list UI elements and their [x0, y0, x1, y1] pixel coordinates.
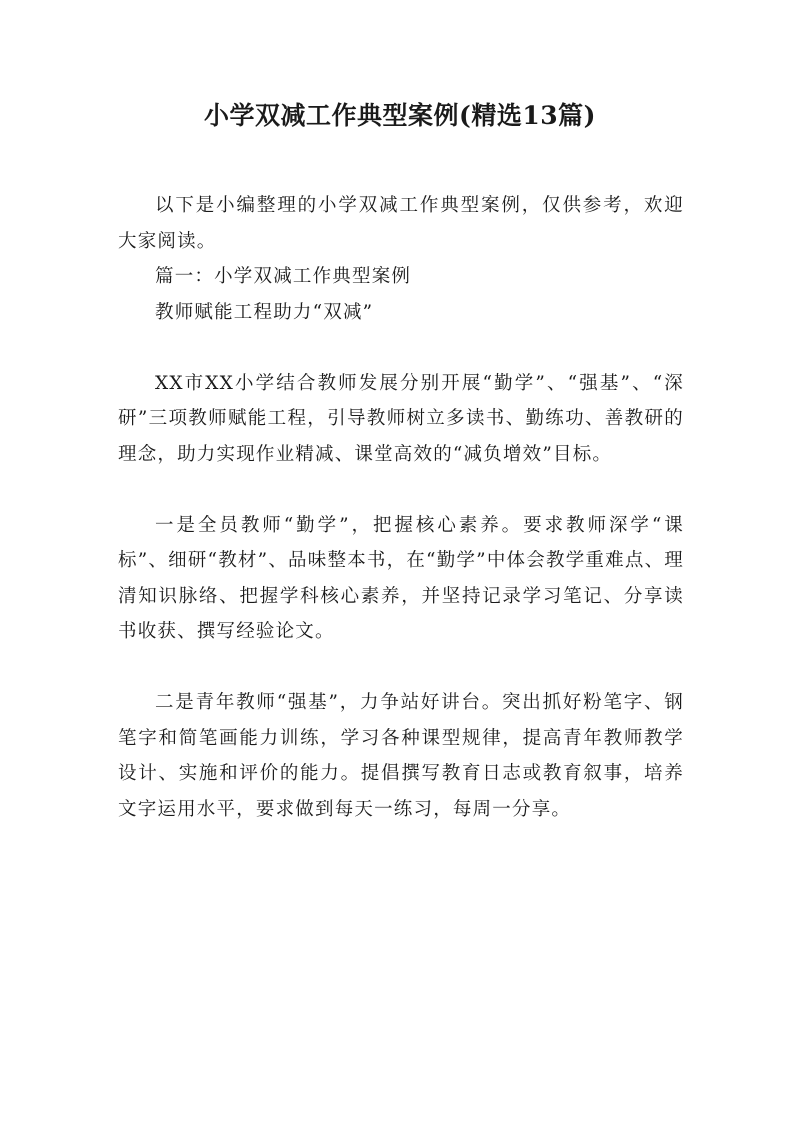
intro-paragraph: 以下是小编整理的小学双减工作典型案例，仅供参考，欢迎大家阅读。 [118, 195, 684, 252]
body-paragraph: 二是青年教师“强基”，力争站好讲台。突出抓好粉笔字、钢笔字和简笔画能力训练，学习各种课型规律，提高青年教师教学设计、实施和评价的能力。提倡撰写教育日志或教育叙事，培养文字运用水平，要求做到每天一练习，每周一分享。 [118, 692, 684, 820]
section-subheading: 教师赋能工程助力“双减” [155, 301, 374, 323]
body-paragraph: 一是全员教师“勤学”，把握核心素养。要求教师深学“课标”、细研“教材”、品味整本书，在“勤学”中体会教学重难点、理清知识脉络、把握学科核心素养，并坚持记录学习笔记、分享读书收获、撰写经验论文。 [118, 514, 684, 642]
document-title: 小学双减工作典型案例(精选13篇) [204, 101, 596, 130]
section-heading: 篇一：小学双减工作典型案例 [155, 266, 412, 287]
body-paragraph: XX市XX小学结合教师发展分别开展“勤学”、“强基”、“深研”三项教师赋能工程，引导教师树立多读书、勤练功、善教研的理念，助力实现作业精减、课堂高效的“减负增效”目标。 [118, 372, 684, 465]
document-body [118, 188, 684, 827]
